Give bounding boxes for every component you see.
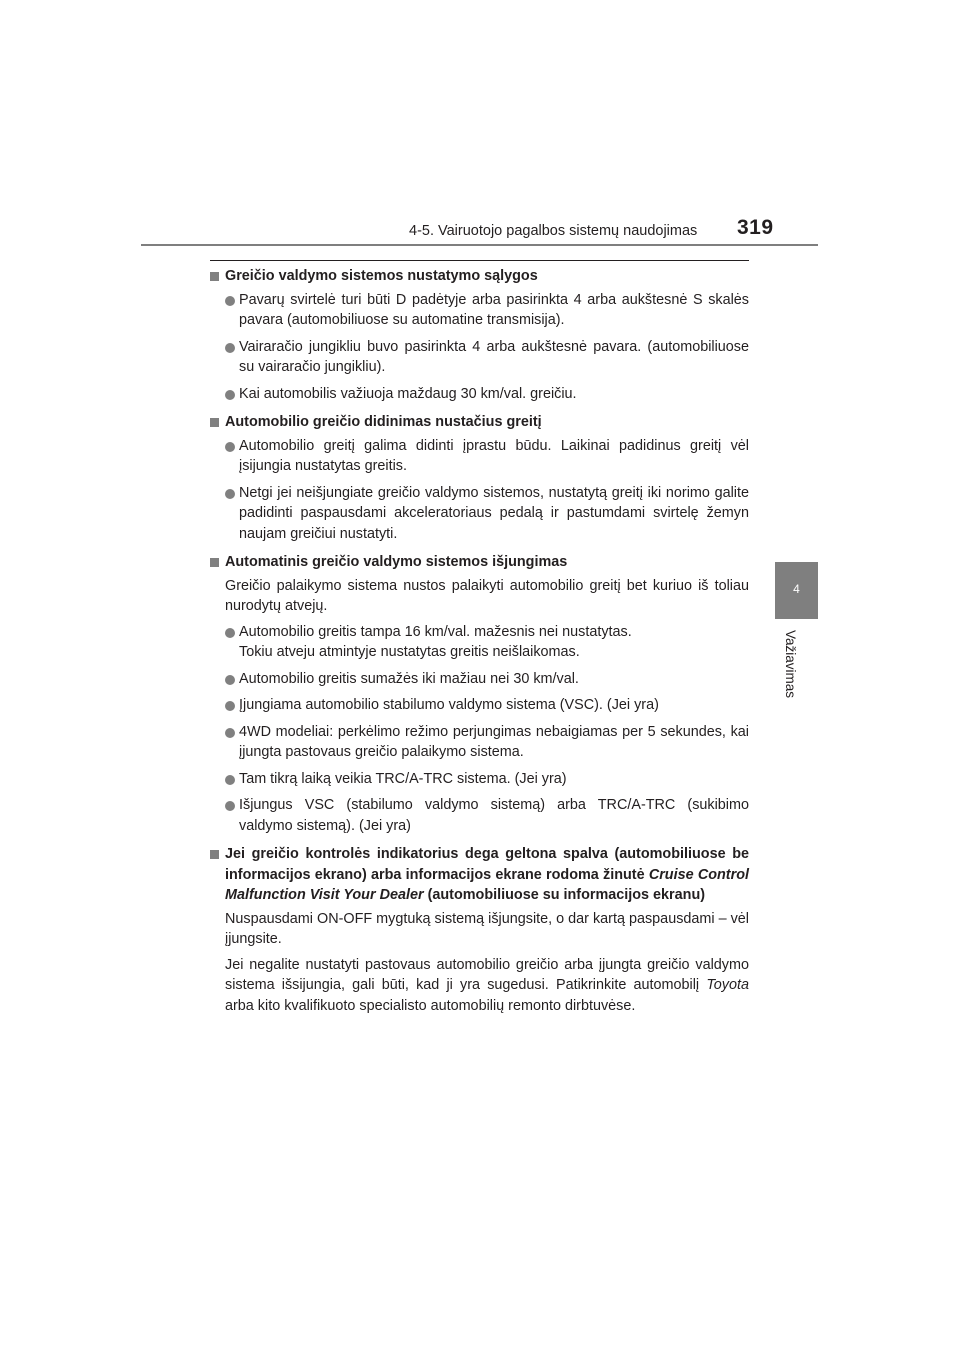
bullet-item: Tam tikrą laiką veikia TRC/A-TRC sistema. (Jei yra) xyxy=(210,769,749,790)
section-paragraph: Nuspausdami ON-OFF mygtuką sistemą išjungsite, o dar kartą paspausdami – vėl įjungsite. xyxy=(225,910,749,947)
section-heading: Automobilio greičio didinimas nustačius greitį xyxy=(210,412,749,433)
bullet-item: Įjungiama automobilio stabilumo valdymo sistema (VSC). (Jei yra) xyxy=(210,695,749,716)
round-bullet-icon xyxy=(225,775,235,785)
bullet-item: Netgi jei neišjungiate greičio valdymo sistemos, nustatytą greitį iki norimo galite padidinti paspausdami akceleratoriaus pedalą ir pastumdami svirtelę žemyn naujam greičiui nustatyti. xyxy=(210,483,749,545)
chapter-tab-label: Važiavimas xyxy=(783,630,798,699)
bullet-item: Kai automobilis važiuoja maždaug 30 km/val. greičiu. xyxy=(210,384,749,405)
round-bullet-icon xyxy=(225,675,235,685)
page-content xyxy=(210,266,749,1016)
round-bullet-icon xyxy=(225,628,235,638)
square-bullet-icon xyxy=(210,558,219,567)
round-bullet-icon xyxy=(225,728,235,738)
bullet-item: Pavarų svirtelė turi būti D padėtyje arba pasirinkta 4 arba aukštesnė S skalės pavara (automobiliuose su automatine transmisija). xyxy=(210,290,749,331)
round-bullet-icon xyxy=(225,343,235,353)
square-bullet-icon xyxy=(210,850,219,859)
section-intro: Greičio palaikymo sistema nustos palaikyti automobilio greitį bet kuriuo iš toliau nurodytų atvejų. xyxy=(225,577,749,614)
chapter-tab xyxy=(775,562,818,619)
bullet-item: Vairaračio jungikliu buvo pasirinkta 4 arba aukštesnė pavara. (automobiliuose su vairaračio jungikliu). xyxy=(210,337,749,378)
section-heading: Greičio valdymo sistemos nustatymo sąlygos xyxy=(210,266,749,287)
bullet-item: Automobilio greitis tampa 16 km/val. mažesnis nei nustatytas. Tokiu atveju atmintyje nustatytas greitis neišlaikomas. xyxy=(210,622,749,663)
bullet-item: Išjungus VSC (stabilumo valdymo sistemą) arba TRC/A-TRC (sukibimo valdymo sistemą). (Jei yra) xyxy=(210,795,749,836)
page-number: 319 xyxy=(737,216,774,239)
round-bullet-icon xyxy=(225,296,235,306)
section-paragraph: Jei negalite nustatyti pastovaus automobilio greičio arba įjungta greičio valdymo sistema išsijungia, gali būti, kad ji yra sugedusi. Patikrinkite automobilį Toyota arba kito kvalifikuoto specialisto automobilių remonto dirbtuvėse. xyxy=(225,956,749,1014)
round-bullet-icon xyxy=(225,390,235,400)
header-section-title: 4-5. Vairuotojo pagalbos sistemų naudojimas xyxy=(409,223,698,239)
round-bullet-icon xyxy=(225,489,235,499)
round-bullet-icon xyxy=(225,442,235,452)
round-bullet-icon xyxy=(225,701,235,711)
warning-message-text: Cruise Control Malfunction Visit Your Dealer xyxy=(225,866,749,903)
section-heading: Automatinis greičio valdymo sistemos išjungimas xyxy=(210,552,749,573)
header-rule xyxy=(141,244,818,246)
chapter-tab-number: 4 xyxy=(793,582,800,596)
bullet-item: Automobilio greitis sumažės iki mažiau nei 30 km/val. xyxy=(210,669,749,690)
round-bullet-icon xyxy=(225,801,235,811)
content-top-rule xyxy=(210,260,749,261)
bullet-item: Automobilio greitį galima didinti įprastu būdu. Laikinai padidinus greitį vėl įsijungia nustatytas greitis. xyxy=(210,436,749,477)
section-heading: Jei greičio kontrolės indikatorius dega geltona spalva (automobiliuose be informacijos ekrano) arba informacijos ekrane rodoma žinutė Cruise Control Malfunction Visit Your Dealer (automobiliuose su informacijos ekranu) xyxy=(210,844,749,906)
square-bullet-icon xyxy=(210,272,219,281)
square-bullet-icon xyxy=(210,418,219,427)
brand-name: Toyota xyxy=(706,977,749,993)
bullet-item: 4WD modeliai: perkėlimo režimo perjungimas nebaigiamas per 5 sekundes, kai įjungta pastovaus greičio palaikymo sistema. xyxy=(210,722,749,763)
